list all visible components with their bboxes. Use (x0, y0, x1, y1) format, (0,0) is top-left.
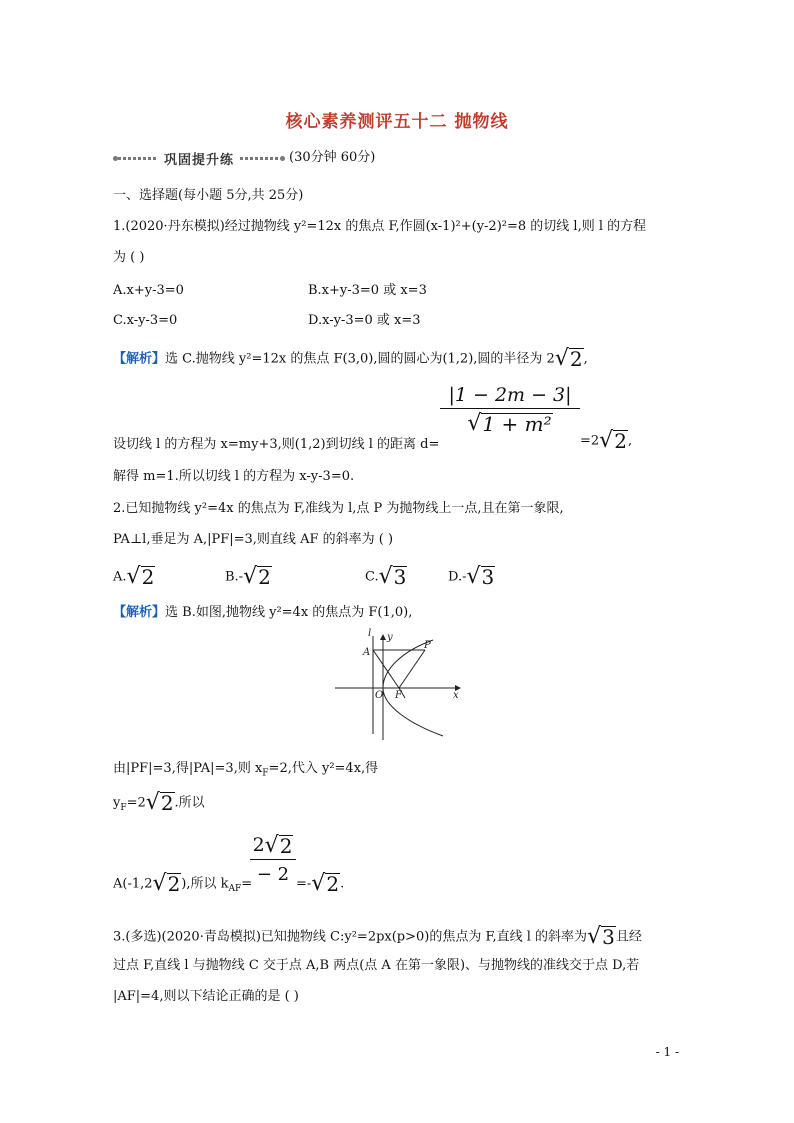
fraction-numerator: |1 − 2m − 3| (440, 382, 580, 409)
fraction-denominator: √ 1 + m² (467, 411, 552, 436)
q2-stem-line2: PA⊥l,垂足为 A,|PF|=3,则直线 AF 的斜率为 ( ) (113, 532, 394, 547)
page-title: 核心素养测评五十二 抛物线 (285, 112, 509, 132)
q2-slope-fraction (250, 832, 296, 885)
fraction-denominator: − 2 (256, 864, 290, 885)
q1-stem-line1: 1.(2020·丹东模拟)经过抛物线 y²=12x 的焦点 F,作圆(x-1)²+(y-2)²=8 的切线 l,则 l 的方程 (113, 219, 647, 234)
q2-option-a: A. √ 2 (113, 564, 155, 589)
solution-tag: 【解析】 (113, 351, 166, 367)
y-axis-arrow (380, 634, 386, 640)
q1-solution-result: =2 √ 2 , (580, 428, 633, 453)
q2-solution-line2: 由|PF|=3,得|PA|=3,则 $x_F=2$,代入 y²=4x,得 (113, 761, 379, 779)
q2-option-d: D.- √ 3 (448, 564, 495, 589)
q2-solution-line4: A(-1,2 √ 2 ),所以 $k_{AF}=$ (113, 871, 253, 896)
q1-stem-line2: 为 ( ) (113, 250, 145, 265)
label-l: l (368, 628, 372, 639)
label-o: O (375, 690, 384, 701)
q1-solution-line2: 设切线 l 的方程为 x=my+3,则(1,2)到切线 l 的距离 d= (113, 437, 440, 452)
solution-tag: 【解析】 (113, 605, 166, 620)
parabola-lower (383, 688, 443, 736)
q1-distance-fraction (440, 382, 580, 435)
label-p: P (424, 640, 431, 651)
q1-option-c: C.x-y-3=0 (113, 313, 178, 328)
section-heading: 一、选择题(每小题 5分,共 25分) (113, 188, 304, 203)
q2-solution-line1: 【解析】选 B.如图,抛物线 y²=4x 的焦点为 F(1,0), (113, 605, 413, 620)
label-x: x (453, 690, 459, 701)
label-f: F (395, 690, 402, 701)
q2-option-b: B.- √ 2 (225, 564, 271, 589)
parabola-figure (335, 628, 465, 740)
sqrt-symbol: √ 2 (554, 346, 583, 371)
q1-option-b: B.x+y-3=0 或 x=3 (308, 283, 427, 298)
banner-time: (30分钟 60分) (289, 150, 376, 165)
banner-label: 巩固提升练 (164, 152, 235, 168)
q3-stem-line1: 3.(多选)(2020·青岛模拟)已知抛物线 C:y²=2px(p>0)的焦点为 F,直线 l 的斜率为 √ 3 且经 (113, 924, 642, 949)
section-banner (113, 148, 375, 168)
q1-solution-line3: 解得 m=1.所以切线 l 的方程为 x-y-3=0. (113, 469, 355, 484)
q3-stem-line3: |AF|=4,则以下结论正确的是 ( ) (113, 989, 299, 1004)
label-y: y (387, 632, 393, 643)
page-number: - 1 - (655, 1045, 679, 1059)
label-a: A (363, 647, 371, 658)
q1-solution-line1: 【解析】选 C.抛物线 y²=12x 的焦点 F(3,0),圆的圆心为(1,2),圆的半径为 2 √ 2 , (113, 346, 588, 371)
q3-stem-line2: 过点 F,直线 l 与抛物线 C 交于点 A,B 两点(点 A 在第一象限)、与抛物线的准线交于点 D,若 (113, 958, 640, 973)
q2-option-c: C. √ 3 (365, 564, 407, 589)
fraction-numerator: 2 √ 2 (250, 832, 296, 860)
q1-option-a: A.x+y-3=0 (113, 283, 184, 298)
segment-af (373, 650, 399, 688)
q2-solution-result: =- √ 2 . (296, 871, 345, 896)
q2-stem-line1: 2.已知抛物线 y²=4x 的焦点为 F,准线为 l,点 P 为抛物线上一点,且在第一象限, (113, 501, 564, 516)
q1-option-d: D.x-y-3=0 或 x=3 (308, 313, 421, 328)
q2-solution-line3: $y_F=2$ √ 2 .所以 (113, 790, 205, 815)
